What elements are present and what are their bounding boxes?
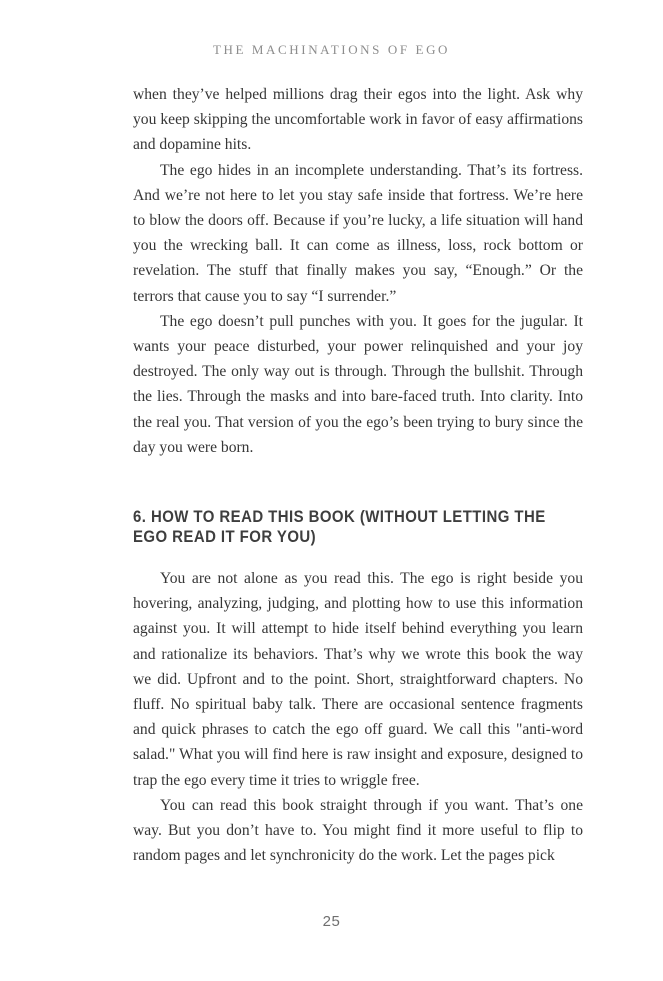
page-number: 25 [322, 913, 341, 930]
paragraph: when they’ve helped millions drag their egos into the light. Ask why you keep skipping the uncomfortable work in favor of easy affirmations and dopamine hits. [133, 86, 583, 154]
running-header: THE MACHINATIONS OF EGO [212, 42, 451, 57]
page-body [133, 82, 583, 868]
section-heading-line-1: 6. HOW TO READ THIS BOOK (WITHOUT LETTING THE [133, 507, 546, 527]
section-heading-line-2: EGO READ IT FOR YOU) [133, 527, 317, 547]
paragraph: The ego hides in an incomplete understanding. That’s its fortress. And we’re not here to let you stay safe inside that fortress. We’re here to blow the doors off. Because if you’re lucky, a life situation will hand you the wrecking ball. It can come as illness, loss, rock bottom or revelation. The stuff that finally makes you say, “Enough.” Or the terrors that cause you to say “I surrender.” [133, 161, 583, 305]
section-heading [133, 507, 546, 547]
paragraph: You are not alone as you read this. The ego is right beside you hovering, analyzing, judging, and plotting how to use this information against you. It will attempt to hide itself behind everything you learn and rationalize its behaviors. That’s why we wrote this book the way we did. Upfront and to the point. Short, straightforward chapters. No fluff. No spiritual baby talk. There are occasional sentence fragments and quick phrases to catch the ego off guard. We call this "anti-word salad." What you will find here is raw insight and exposure, designed to trap the ego every time it tries to wriggle free. [133, 570, 583, 789]
paragraph: You can read this book straight through if you want. That’s one way. But you don’t have to. You might find it more useful to flip to random pages and let synchronicity do the work. Let the pages pick [133, 796, 583, 865]
paragraph: The ego doesn’t pull punches with you. It goes for the jugular. It wants your peace disturbed, your power relinquished and your joy destroyed. The only way out is through. Through the bullshit. Through the lies. Through the masks and into bare-faced truth. Into clarity. Into the real you. That version of you the ego’s been trying to bury since the day you were born. [133, 312, 583, 456]
